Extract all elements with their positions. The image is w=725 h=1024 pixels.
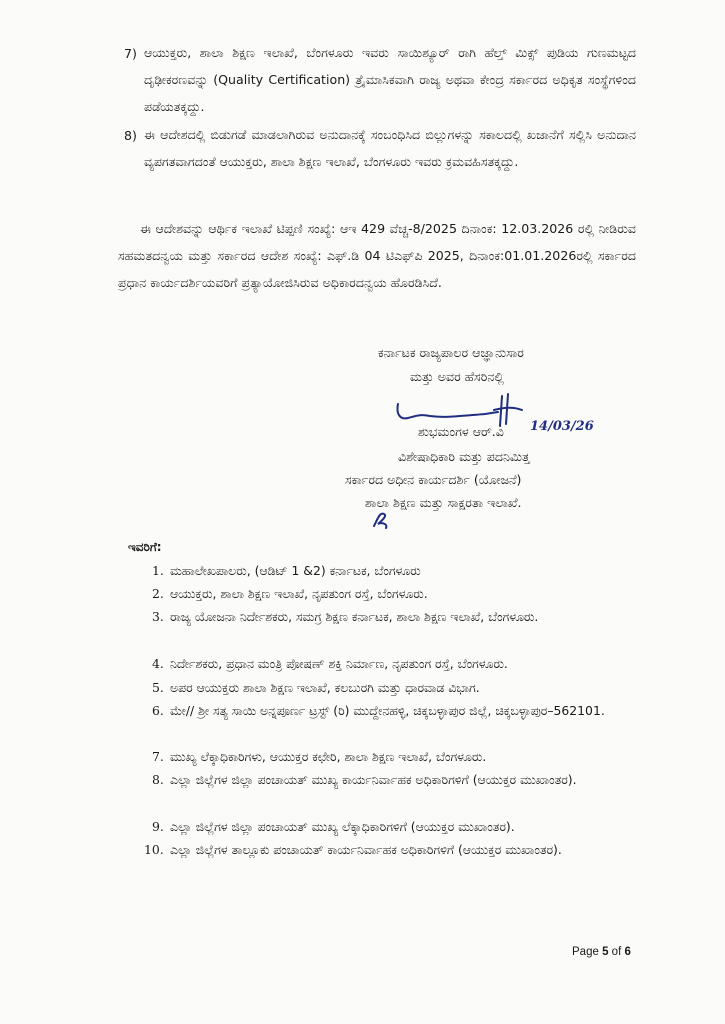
signature-authority-line: ಕರ್ನಾಟಕ ರಾಜ್ಯಪಾಲರ ಆಜ್ಞಾನುಸಾರ: [378, 345, 524, 360]
recipient-item: ಎಲ್ಲಾ ಜಿಲ್ಲೆಗಳ ಜಿಲ್ಲಾ ಪಂಚಾಯತ್ ಮುಖ್ಯ ಲೆಕ್ಕಾಧಿಕಾರಿಗಳಿಗೆ (ಆಯುಕ್ತರ ಮುಖಾಂತರ).: [170, 819, 515, 834]
of-word: of: [611, 946, 622, 958]
signature-name-line: ಮತ್ತು ಅವರ ಹೆಸರಿನಲ್ಲಿ: [410, 369, 504, 384]
recipient-item: ಆಯುಕ್ತರು, ಶಾಲಾ ಶಿಕ್ಷಣ ಇಲಾಖೆ, ನೃಪತುಂಗ ರಸ್ತೆ, ಬೆಂಗಳೂರು.: [170, 586, 428, 601]
recipient-number: 10.: [144, 842, 164, 857]
designation-line-2: ಸರ್ಕಾರದ ಅಧೀನ ಕಾರ್ಯದರ್ಶಿ (ಯೋಜನೆ): [345, 472, 522, 487]
recipient-item: ಎಲ್ಲಾ ಜಿಲ್ಲೆಗಳ ತಾಲ್ಲೂಕು ಪಂಚಾಯತ್ ಕಾರ್ಯನಿರ್ವಾಹಕ ಅಧಿಕಾರಿಗಳಿಗೆ (ಆಯುಕ್ತರ ಮುಖಾಂತರ).: [170, 842, 562, 857]
page-number-footer: [572, 946, 631, 958]
recipient-item: ಮೇ// ಶ್ರೀ ಸತ್ಯ ಸಾಯಿ ಅನ್ನಪೂರ್ಣ ಟ್ರಸ್ಟ್ (ರಿ) ಮುದ್ದೇನಹಳ್ಳಿ, ಚಿಕ್ಕಬಳ್ಳಾಪುರ ಜಿಲ್ಲೆ, ಚಿಕ್ಕಬಳ್ಳಾಪುರ–562101.: [170, 703, 605, 718]
initials-mark: [370, 508, 392, 530]
total-pages: 6: [624, 946, 631, 958]
recipient-number: 7.: [152, 749, 164, 764]
recipient-number: 5.: [152, 680, 164, 695]
recipients-label: ಇವರಿಗೆ:: [128, 540, 162, 554]
recipient-number: 1.: [152, 563, 164, 578]
approval-paragraph: ಈ ಆದೇಶವನ್ನು ಆರ್ಥಿಕ ಇಲಾಖೆ ಟಿಪ್ಪಣಿ ಸಂಖ್ಯೆ: ಆಇ 429 ವೆಚ್ಚ-8/2025 ದಿನಾಂಕ: 12.03.2026 ರಲ್ಲಿ ನೀಡಿರುವ ಸಹಮತದನ್ವಯ ಮತ್ತು ಸರ್ಕಾರದ ಆದೇಶ ಸಂಖ್ಯೆ: ಎಫ್.ಡಿ 04 ಟಿಎಫ್‌ಪಿ 2025, ದಿನಾಂಕ:01.01.2026ರಲ್ಲಿ ಸರ್ಕಾರದ ಪ್ರಧಾನ ಕಾರ್ಯದರ್ಶಿಯವರಿಗೆ ಪ್ರತ್ಯಾಯೋಜಿಸಿರುವ ಅಧಿಕಾರದನ್ವಯ ಹೊರಡಿಸಿದೆ.: [118, 221, 636, 290]
recipient-number: 9.: [152, 819, 164, 834]
designation-line-1: ವಿಶೇಷಾಧಿಕಾರಿ ಮತ್ತು ಪದನಿಮಿತ್ತ: [398, 449, 530, 464]
recipient-item: ನಿರ್ದೇಶಕರು, ಪ್ರಧಾನ ಮಂತ್ರಿ ಪೋಷಣ್ ಶಕ್ತಿ ನಿರ್ಮಾಣ, ನೃಪತುಂಗ ರಸ್ತೆ, ಬೆಂಗಳೂರು.: [170, 656, 508, 671]
recipient-number: 4.: [152, 656, 164, 671]
clause-text: ಆಯುಕ್ತರು, ಶಾಲಾ ಶಿಕ್ಷಣ ಇಲಾಖೆ, ಬೆಂಗಳೂರು ಇವರು ಸಾಯಿಶ್ಯೂರ್ ರಾಗಿ ಹೆಲ್ತ್ ಮಿಕ್ಸ್ ಪುಡಿಯ ಗುಣಮಟ್ಟದ ದೃಢೀಕರಣವನ್ನು (Quality Certification) ತ್ರೈಮಾಸಿಕವಾಗಿ ರಾಜ್ಯ ಅಥವಾ ಕೇಂದ್ರ ಸರ್ಕಾರದ ಅಧಿಕೃತ ಸಂಸ್ಥೆಗಳಿಂದ ಪಡೆಯತಕ್ಕದ್ದು.: [144, 45, 636, 114]
recipient-number: 3.: [152, 609, 164, 624]
designation-line-3: ಶಾಲಾ ಶಿಕ್ಷಣ ಮತ್ತು ಸಾಕ್ಷರತಾ ಇಲಾಖೆ.: [365, 495, 522, 510]
recipient-item: ಮಹಾಲೇಖಪಾಲರು, (ಆಡಿಟ್ 1 &2) ಕರ್ನಾಟಕ, ಬೆಂಗಳೂರು: [170, 563, 421, 578]
recipient-number: 6.: [152, 703, 164, 718]
handwritten-date: 14/03/26: [530, 419, 594, 434]
page-word: Page: [572, 946, 599, 958]
recipient-item: ಎಲ್ಲಾ ಜಿಲ್ಲೆಗಳ ಜಿಲ್ಲಾ ಪಂಚಾಯತ್ ಮುಖ್ಯ ಕಾರ್ಯನಿರ್ವಾಹಕ ಅಧಿಕಾರಿಗಳಿಗೆ (ಆಯುಕ್ತರ ಮುಖಾಂತರ).: [170, 772, 577, 787]
recipient-item: ಅಪರ ಆಯುಕ್ತರು ಶಾಲಾ ಶಿಕ್ಷಣ ಇಲಾಖೆ, ಕಲಬುರಗಿ ಮತ್ತು ಧಾರವಾಡ ವಿಭಾಗ.: [170, 680, 480, 695]
officer-name: ಶುಭಮಂಗಳ ಆರ್.ವಿ: [418, 424, 504, 439]
clause-number: 8): [124, 128, 137, 143]
recipient-item: ಮುಖ್ಯ ಲೆಕ್ಕಾಧಿಕಾರಿಗಳು, ಆಯುಕ್ತರ ಕಛೇರಿ, ಶಾಲಾ ಶಿಕ್ಷಣ ಇಲಾಖೆ, ಬೆಂಗಳೂರು.: [170, 749, 487, 764]
clause-number: 7): [124, 46, 137, 61]
recipient-number: 2.: [152, 586, 164, 601]
recipient-number: 8.: [152, 772, 164, 787]
current-page: 5: [602, 946, 609, 958]
recipient-item: ರಾಜ್ಯ ಯೋಜನಾ ನಿರ್ದೇಶಕರು, ಸಮಗ್ರ ಶಿಕ್ಷಣ ಕರ್ನಾಟಕ, ಶಾಲಾ ಶಿಕ್ಷಣ ಇಲಾಖೆ, ಬೆಂಗಳೂರು.: [170, 609, 539, 624]
clause-text: ಈ ಆದೇಶದಲ್ಲಿ ಬಿಡುಗಡೆ ಮಾಡಲಾಗಿರುವ ಅನುದಾನಕ್ಕೆ ಸಂಬಂಧಿಸಿದ ಬಿಲ್ಲುಗಳನ್ನು ಸಕಾಲದಲ್ಲಿ ಖಜಾನೆಗೆ ಸಲ್ಲಿಸಿ ಅನುದಾನ ವ್ಯಪಗತವಾಗದಂತೆ ಆಯುಕ್ತರು, ಶಾಲಾ ಶಿಕ್ಷಣ ಇಲಾಖೆ, ಬೆಂಗಳೂರು ಇವರು ಕ್ರಮವಹಿಸತಕ್ಕದ್ದು.: [144, 127, 636, 169]
